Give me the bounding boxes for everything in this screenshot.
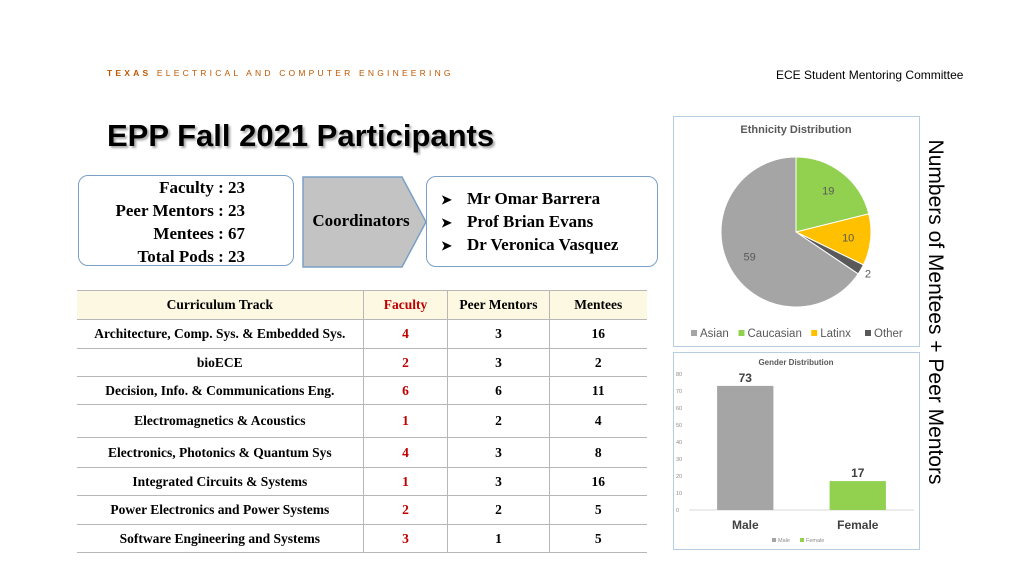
pie-data-label: 19	[822, 185, 835, 198]
header-faculty: Faculty	[363, 291, 448, 320]
table-row	[77, 496, 647, 525]
bar-data-label: 17	[851, 466, 865, 481]
table-row	[77, 468, 647, 496]
cell-faculty: 1	[363, 468, 448, 496]
table-row	[77, 349, 647, 377]
cell-mentees: 5	[549, 496, 647, 525]
coordinator-name: Prof Brian Evans	[467, 212, 594, 231]
bar-female	[830, 481, 886, 510]
legend-label-latinx: Latinx	[820, 328, 851, 340]
legend-label-caucasian: Caucasian	[747, 328, 802, 340]
header-peer-mentors: Peer Mentors	[448, 291, 549, 320]
y-tick-label: 40	[676, 440, 683, 446]
header-curriculum-track: Curriculum Track	[77, 291, 363, 320]
legend-swatch-other	[865, 330, 871, 336]
cell-mentees: 16	[549, 320, 647, 349]
cell-peer-mentors: 3	[448, 468, 549, 496]
coordinator-name: Mr Omar Barrera	[467, 189, 601, 208]
cell-peer-mentors: 3	[448, 438, 549, 468]
coordinator-name: Dr Veronica Vasquez	[467, 235, 619, 254]
coordinator-item	[441, 212, 593, 232]
gender-bar-chart	[674, 353, 919, 549]
legend-swatch-caucasian	[739, 330, 745, 336]
bar-data-label: 73	[738, 370, 752, 385]
y-tick-label: 50	[676, 423, 683, 429]
cell-faculty: 2	[363, 349, 448, 377]
y-tick-label: 20	[676, 474, 683, 480]
cell-mentees: 2	[549, 349, 647, 377]
legend-swatch-latinx	[811, 330, 817, 336]
bar-male	[717, 386, 773, 510]
org-wordmark-bold: TEXAS	[107, 68, 152, 78]
y-tick-label: 70	[676, 389, 683, 395]
cell-peer-mentors: 6	[448, 377, 549, 405]
header-mentees: Mentees	[549, 291, 647, 320]
pie-data-label: 2	[864, 268, 871, 281]
cell-track: bioECE	[77, 349, 363, 377]
ethnicity-chart-panel	[673, 116, 920, 347]
cell-peer-mentors: 3	[448, 320, 549, 349]
arrow-bullet-icon: ➤	[441, 238, 452, 253]
cell-track: Power Electronics and Power Systems	[77, 496, 363, 525]
ethnicity-pie-chart	[674, 117, 919, 346]
cell-mentees: 16	[549, 468, 647, 496]
table-header-row	[77, 291, 647, 320]
legend-label-male: Male	[778, 538, 790, 544]
cell-mentees: 5	[549, 525, 647, 553]
legend-label-female: Female	[806, 538, 825, 544]
cell-peer-mentors: 1	[448, 525, 549, 553]
arrow-bullet-icon: ➤	[441, 215, 452, 230]
cell-track: Architecture, Comp. Sys. & Embedded Sys.	[77, 320, 363, 349]
coordinator-item	[441, 235, 618, 255]
cell-track: Electromagnetics & Acoustics	[77, 405, 363, 438]
y-tick-label: 60	[676, 406, 683, 412]
count-total-pods: Total Pods : 23	[137, 247, 245, 266]
cell-mentees: 8	[549, 438, 647, 468]
curriculum-track-table	[77, 290, 647, 553]
gender-chart-panel	[673, 352, 920, 550]
pie-data-label: 10	[842, 232, 855, 245]
cell-faculty: 6	[363, 377, 448, 405]
cell-track: Decision, Info. & Communications Eng.	[77, 377, 363, 405]
cell-mentees: 11	[549, 377, 647, 405]
cell-faculty: 4	[363, 320, 448, 349]
cell-peer-mentors: 2	[448, 496, 549, 525]
cell-faculty: 2	[363, 496, 448, 525]
cell-peer-mentors: 2	[448, 405, 549, 438]
org-wordmark	[107, 68, 454, 78]
y-tick-label: 0	[676, 508, 680, 514]
cell-faculty: 4	[363, 438, 448, 468]
legend-swatch-male	[772, 538, 776, 542]
side-label: Numbers of Mentees + Peer Mentors	[924, 139, 947, 485]
participant-counts-box	[78, 175, 294, 266]
x-tick-label: Female	[837, 518, 879, 532]
table-row	[77, 525, 647, 553]
org-wordmark-rest: ELECTRICAL AND COMPUTER ENGINEERING	[156, 68, 454, 78]
table-row	[77, 405, 647, 438]
count-faculty: Faculty : 23	[159, 178, 245, 197]
pie-title: Ethnicity Distribution	[740, 124, 852, 136]
pie-data-label: 59	[743, 251, 756, 264]
coordinator-names-box	[426, 176, 658, 267]
cell-faculty: 1	[363, 405, 448, 438]
y-tick-label: 30	[676, 457, 683, 463]
table-row	[77, 438, 647, 468]
arrow-bullet-icon: ➤	[441, 192, 452, 207]
table-row	[77, 320, 647, 349]
legend-label-asian: Asian	[700, 328, 729, 340]
cell-track: Electronics, Photonics & Quantum Sys	[77, 438, 363, 468]
coordinator-item	[441, 189, 600, 209]
page-title: EPP Fall 2021 Participants	[107, 118, 495, 153]
cell-track: Integrated Circuits & Systems	[77, 468, 363, 496]
committee-name: ECE Student Mentoring Committee	[776, 68, 964, 82]
cell-faculty: 3	[363, 525, 448, 553]
legend-label-other: Other	[874, 328, 903, 340]
coordinators-label: Coordinators	[312, 211, 410, 230]
cell-track: Software Engineering and Systems	[77, 525, 363, 553]
table-row	[77, 377, 647, 405]
cell-peer-mentors: 3	[448, 349, 549, 377]
legend-swatch-asian	[691, 330, 697, 336]
bar-chart-title: Gender Distribution	[758, 358, 834, 367]
y-tick-label: 80	[676, 372, 683, 378]
count-mentees: Mentees : 67	[153, 224, 245, 243]
y-tick-label: 10	[676, 491, 683, 497]
count-peer-mentors: Peer Mentors : 23	[115, 201, 245, 220]
cell-mentees: 4	[549, 405, 647, 438]
legend-swatch-female	[800, 538, 804, 542]
x-tick-label: Male	[731, 518, 759, 532]
